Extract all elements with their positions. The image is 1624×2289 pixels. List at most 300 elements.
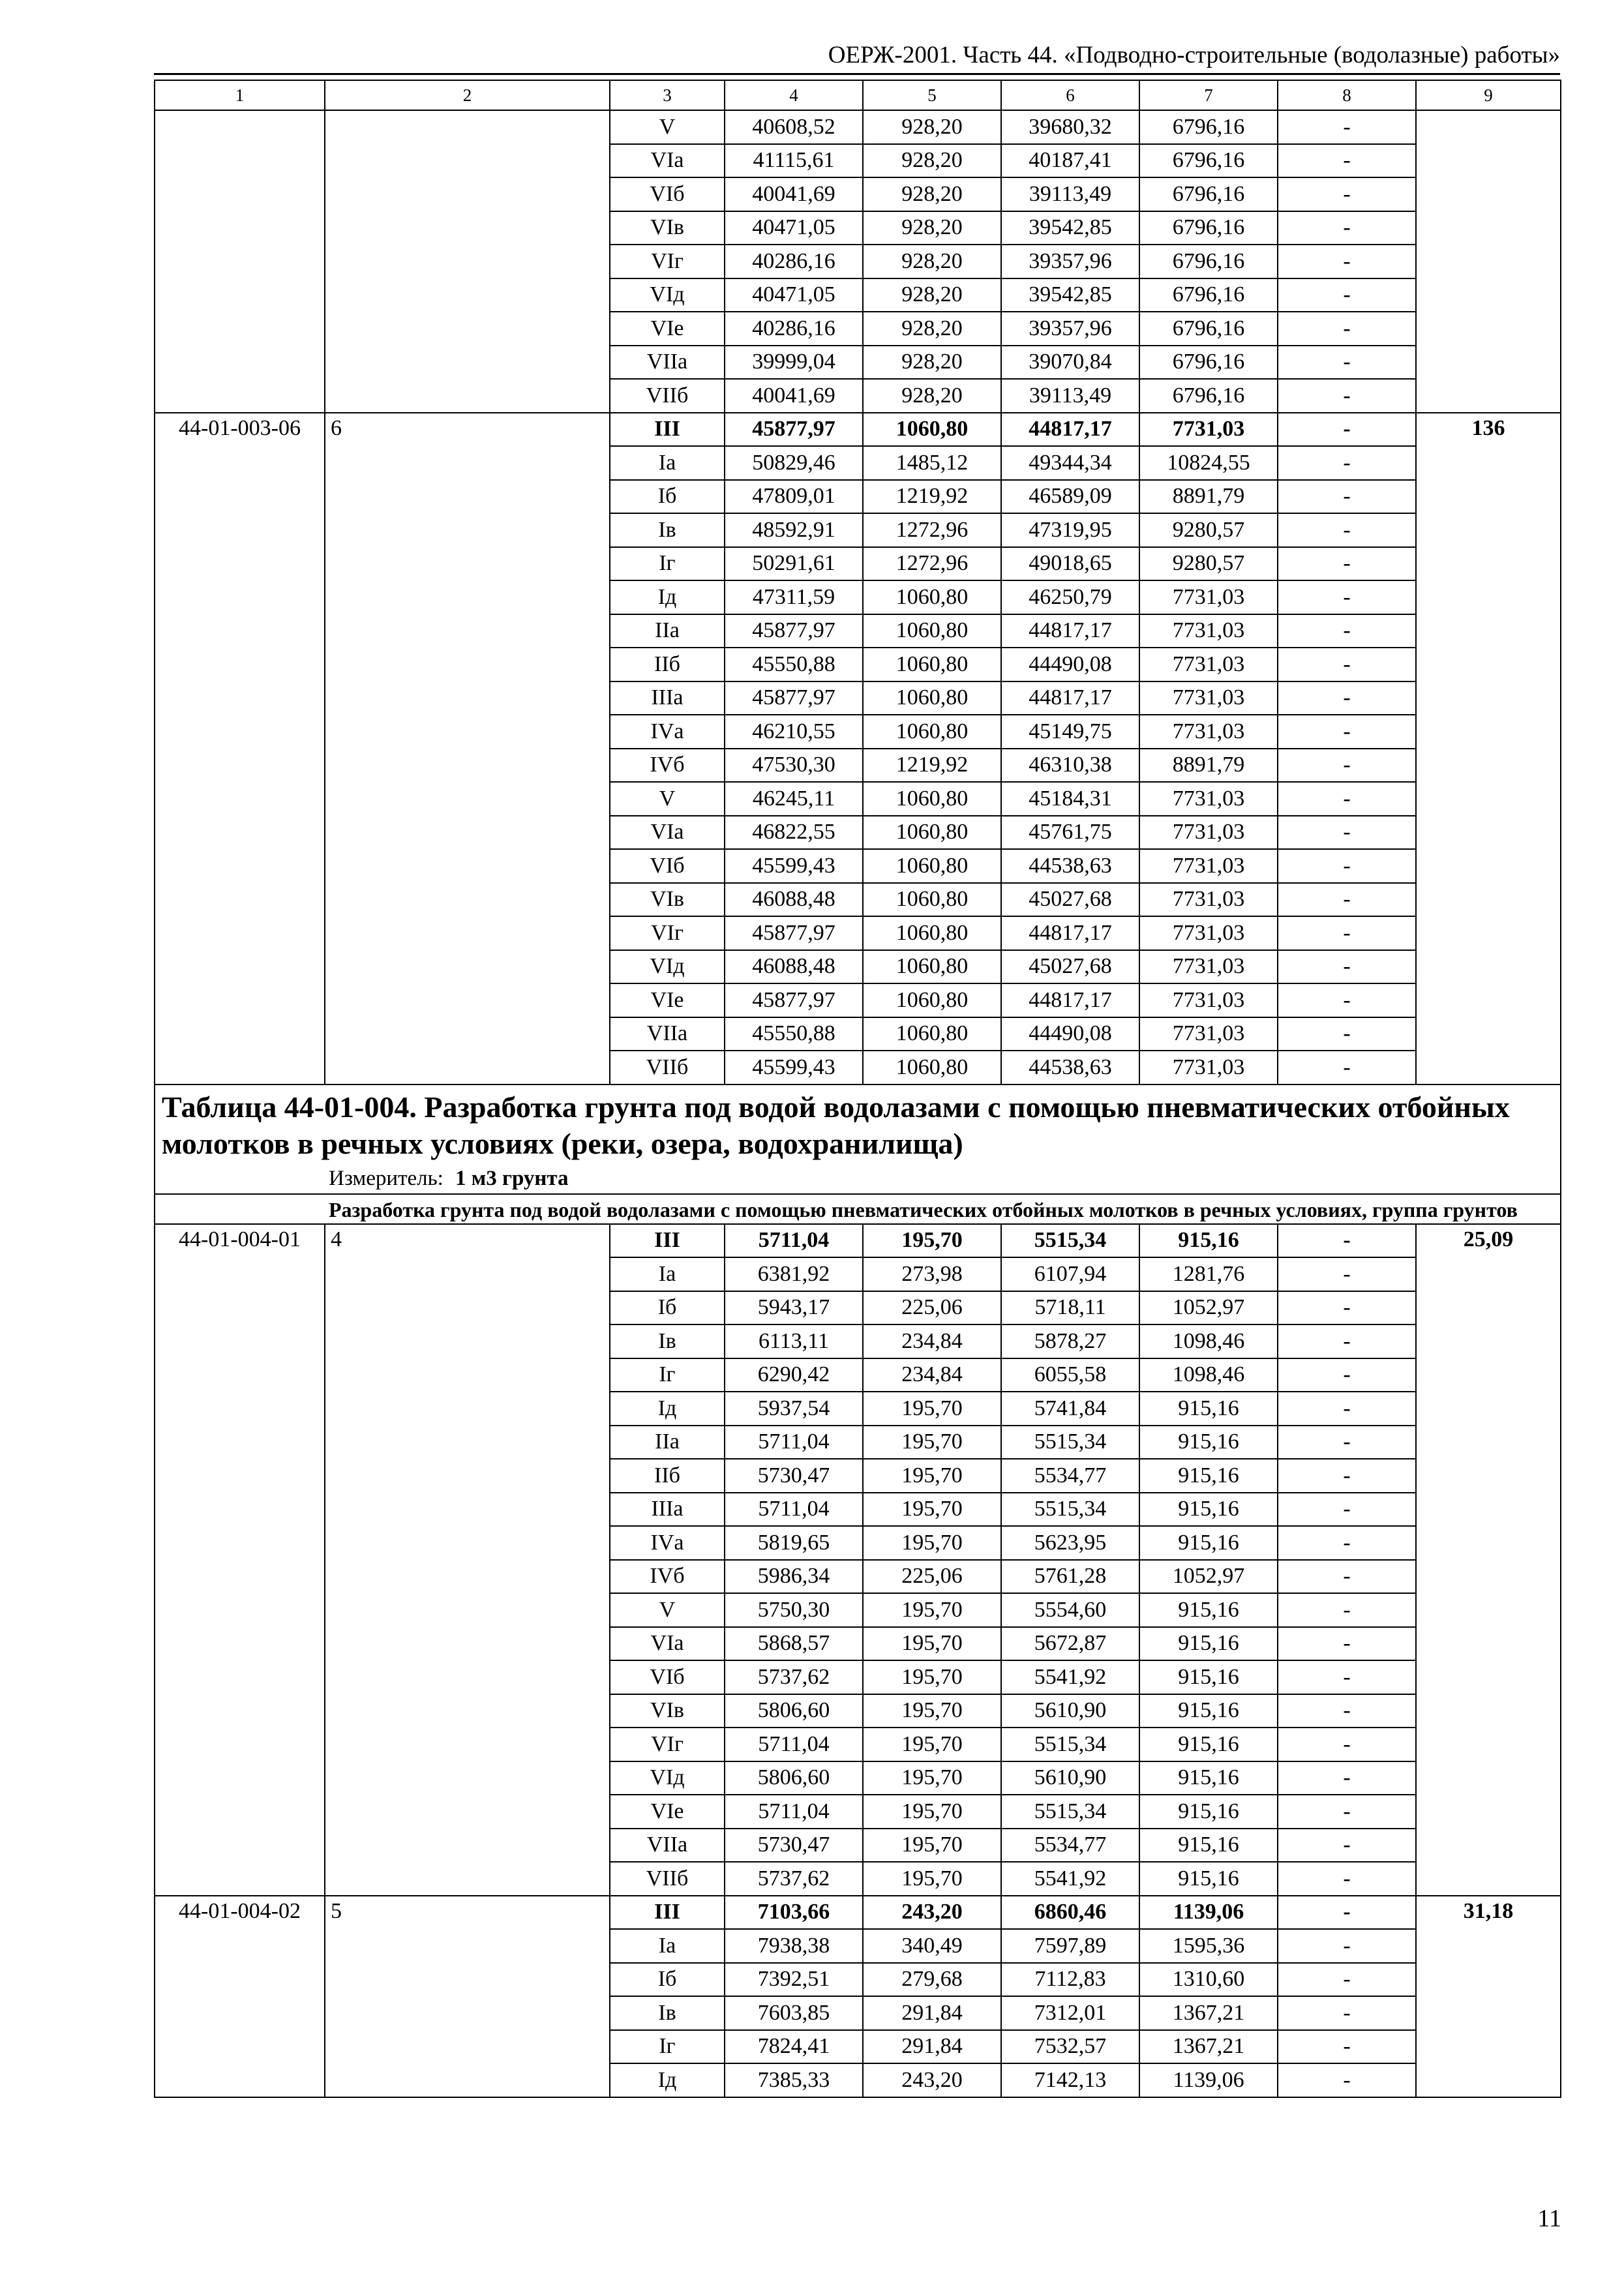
direct-cost: 5730,47 xyxy=(725,1829,863,1863)
labor-cost: 1060,80 xyxy=(863,413,1001,447)
column-number: 6 xyxy=(1001,80,1139,110)
direct-cost: 7385,33 xyxy=(725,2063,863,2097)
labor-cost: 1060,80 xyxy=(863,1051,1001,1085)
machine-cost: 39113,49 xyxy=(1001,177,1139,211)
direct-cost: 48592,91 xyxy=(725,513,863,547)
labor-cost: 234,84 xyxy=(863,1324,1001,1358)
labor-cost: 195,70 xyxy=(863,1660,1001,1694)
soil-group: III xyxy=(610,1224,725,1258)
operator-wage: 1367,21 xyxy=(1139,2030,1278,2064)
machine-cost: 6107,94 xyxy=(1001,1257,1139,1291)
soil-group: III xyxy=(610,1896,725,1930)
rate-name: 6 xyxy=(325,413,610,1085)
operator-wage: 9280,57 xyxy=(1139,513,1278,547)
machine-cost: 6860,46 xyxy=(1001,1896,1139,1930)
soil-group: IIб xyxy=(610,648,725,681)
material-cost: - xyxy=(1278,346,1416,380)
direct-cost: 41115,61 xyxy=(725,144,863,178)
soil-group: IVб xyxy=(610,749,725,783)
soil-group: Iв xyxy=(610,1324,725,1358)
labor-cost: 1060,80 xyxy=(863,950,1001,984)
machine-cost: 5741,84 xyxy=(1001,1392,1139,1426)
machine-cost: 5623,95 xyxy=(1001,1526,1139,1560)
material-cost: - xyxy=(1278,2030,1416,2064)
operator-wage: 915,16 xyxy=(1139,1694,1278,1728)
material-cost: - xyxy=(1278,849,1416,883)
unit-label: Измеритель: xyxy=(329,1166,444,1190)
machine-cost: 7112,83 xyxy=(1001,1963,1139,1997)
operator-wage: 7731,03 xyxy=(1139,413,1278,447)
machine-cost: 39542,85 xyxy=(1001,278,1139,312)
direct-cost: 7103,66 xyxy=(725,1896,863,1930)
labor-cost: 243,20 xyxy=(863,2063,1001,2097)
direct-cost: 6113,11 xyxy=(725,1324,863,1358)
machine-cost: 5718,11 xyxy=(1001,1291,1139,1325)
labor-cost: 195,70 xyxy=(863,1761,1001,1795)
material-cost: - xyxy=(1278,1862,1416,1896)
soil-group: IIа xyxy=(610,614,725,648)
material-cost: - xyxy=(1278,1761,1416,1795)
machine-cost: 5515,34 xyxy=(1001,1728,1139,1761)
unit-value: 1 м3 грунта xyxy=(455,1166,569,1190)
machine-cost: 5878,27 xyxy=(1001,1324,1139,1358)
direct-cost: 5711,04 xyxy=(725,1493,863,1527)
soil-group: V xyxy=(610,782,725,816)
labor-cost: 195,70 xyxy=(863,1593,1001,1627)
soil-group: IVб xyxy=(610,1560,725,1594)
operator-wage: 7731,03 xyxy=(1139,614,1278,648)
operator-wage: 915,16 xyxy=(1139,1459,1278,1493)
soil-group: VIб xyxy=(610,1660,725,1694)
soil-group: VIIа xyxy=(610,1829,725,1863)
machine-cost: 39542,85 xyxy=(1001,211,1139,245)
material-cost: - xyxy=(1278,1996,1416,2030)
direct-cost: 6381,92 xyxy=(725,1257,863,1291)
direct-cost: 5806,60 xyxy=(725,1694,863,1728)
direct-cost: 50291,61 xyxy=(725,547,863,581)
direct-cost: 7392,51 xyxy=(725,1963,863,1997)
labor-cost: 928,20 xyxy=(863,144,1001,178)
material-cost: - xyxy=(1278,1963,1416,1997)
soil-group: Iб xyxy=(610,1291,725,1325)
operator-wage: 1098,46 xyxy=(1139,1358,1278,1392)
machine-cost: 39680,32 xyxy=(1001,110,1139,144)
soil-group: Iд xyxy=(610,1392,725,1426)
labor-cost: 1060,80 xyxy=(863,1017,1001,1051)
direct-cost: 5711,04 xyxy=(725,1795,863,1829)
direct-cost: 45550,88 xyxy=(725,648,863,681)
direct-cost: 45877,97 xyxy=(725,916,863,950)
labor-cost: 928,20 xyxy=(863,346,1001,380)
soil-group: VIIа xyxy=(610,346,725,380)
labor-cost: 1219,92 xyxy=(863,749,1001,783)
soil-group: VIб xyxy=(610,849,725,883)
machine-cost: 7597,89 xyxy=(1001,1929,1139,1963)
soil-group: VIа xyxy=(610,816,725,850)
direct-cost: 45599,43 xyxy=(725,849,863,883)
operator-wage: 10824,55 xyxy=(1139,446,1278,480)
labor-cost: 291,84 xyxy=(863,2030,1001,2064)
material-cost: - xyxy=(1278,1627,1416,1661)
soil-group: VIб xyxy=(610,177,725,211)
direct-cost: 47530,30 xyxy=(725,749,863,783)
operator-wage: 915,16 xyxy=(1139,1829,1278,1863)
direct-cost: 40286,16 xyxy=(725,245,863,278)
material-cost: - xyxy=(1278,1526,1416,1560)
direct-cost: 7603,85 xyxy=(725,1996,863,2030)
soil-group: III xyxy=(610,413,725,447)
operator-wage: 6796,16 xyxy=(1139,278,1278,312)
material-cost: - xyxy=(1278,648,1416,681)
machine-cost: 5534,77 xyxy=(1001,1459,1139,1493)
labor-cost: 195,70 xyxy=(863,1493,1001,1527)
labor-cost: 1060,80 xyxy=(863,580,1001,614)
direct-cost: 46245,11 xyxy=(725,782,863,816)
material-cost: - xyxy=(1278,547,1416,581)
material-cost: - xyxy=(1278,1459,1416,1493)
section-subtitle-row xyxy=(155,1194,1561,1224)
table-row xyxy=(155,1224,1561,1258)
rates-table xyxy=(154,80,1561,2098)
section-subtitle-cell xyxy=(155,1194,1561,1224)
soil-group: IIб xyxy=(610,1459,725,1493)
machine-cost: 44817,17 xyxy=(1001,413,1139,447)
soil-group: VIа xyxy=(610,1627,725,1661)
material-cost: - xyxy=(1278,950,1416,984)
rate-code: 44-01-004-01 xyxy=(155,1224,325,1896)
labor-cost: 1272,96 xyxy=(863,547,1001,581)
direct-cost: 7824,41 xyxy=(725,2030,863,2064)
soil-group: VIд xyxy=(610,278,725,312)
rate-name: 5 xyxy=(325,1896,610,2097)
machine-cost: 7142,13 xyxy=(1001,2063,1139,2097)
material-cost: - xyxy=(1278,379,1416,413)
operator-wage: 6796,16 xyxy=(1139,312,1278,346)
machine-cost: 5672,87 xyxy=(1001,1627,1139,1661)
material-cost: - xyxy=(1278,144,1416,178)
material-cost: - xyxy=(1278,816,1416,850)
operator-wage: 915,16 xyxy=(1139,1224,1278,1258)
soil-group: Iд xyxy=(610,580,725,614)
material-cost: - xyxy=(1278,1829,1416,1863)
machine-cost: 45761,75 xyxy=(1001,816,1139,850)
soil-group: VIе xyxy=(610,312,725,346)
machine-cost: 45027,68 xyxy=(1001,950,1139,984)
material-cost: - xyxy=(1278,580,1416,614)
material-cost: - xyxy=(1278,1493,1416,1527)
labor-cost: 1219,92 xyxy=(863,480,1001,514)
labor-cost: 291,84 xyxy=(863,1996,1001,2030)
soil-group: VIг xyxy=(610,916,725,950)
direct-cost: 40286,16 xyxy=(725,312,863,346)
soil-group: V xyxy=(610,110,725,144)
machine-cost: 5541,92 xyxy=(1001,1660,1139,1694)
machine-cost: 39357,96 xyxy=(1001,245,1139,278)
soil-group: VIг xyxy=(610,1728,725,1761)
operator-wage: 6796,16 xyxy=(1139,379,1278,413)
direct-cost: 7938,38 xyxy=(725,1929,863,1963)
material-cost: - xyxy=(1278,1392,1416,1426)
direct-cost: 5730,47 xyxy=(725,1459,863,1493)
material-cost: - xyxy=(1278,245,1416,278)
material-cost: - xyxy=(1278,211,1416,245)
operator-wage: 1281,76 xyxy=(1139,1257,1278,1291)
section-subtitle: Разработка грунта под водой водолазами с помощью пневматических отбойных молотков в речных условиях, группа грунтов xyxy=(329,1197,1518,1221)
machine-cost: 44817,17 xyxy=(1001,681,1139,715)
material-cost: - xyxy=(1278,1929,1416,1963)
material-cost: - xyxy=(1278,513,1416,547)
labor-cost: 195,70 xyxy=(863,1829,1001,1863)
soil-group: VIIб xyxy=(610,379,725,413)
labor-cost: 1060,80 xyxy=(863,715,1001,749)
operator-wage: 7731,03 xyxy=(1139,916,1278,950)
labor-cost: 1060,80 xyxy=(863,916,1001,950)
machine-cost: 45027,68 xyxy=(1001,883,1139,917)
operator-wage: 7731,03 xyxy=(1139,950,1278,984)
labor-cost: 234,84 xyxy=(863,1358,1001,1392)
direct-cost: 40471,05 xyxy=(725,278,863,312)
operator-wage: 915,16 xyxy=(1139,1761,1278,1795)
soil-group: Iг xyxy=(610,547,725,581)
direct-cost: 5819,65 xyxy=(725,1526,863,1560)
machine-cost: 49018,65 xyxy=(1001,547,1139,581)
operator-wage: 7731,03 xyxy=(1139,648,1278,681)
labor-cost: 195,70 xyxy=(863,1694,1001,1728)
soil-group: VIд xyxy=(610,950,725,984)
operator-wage: 6796,16 xyxy=(1139,211,1278,245)
labor-cost: 1060,80 xyxy=(863,983,1001,1017)
column-number: 9 xyxy=(1416,80,1561,110)
direct-cost: 39999,04 xyxy=(725,346,863,380)
labor-cost: 1060,80 xyxy=(863,816,1001,850)
direct-cost: 5868,57 xyxy=(725,1627,863,1661)
labor-cost: 195,70 xyxy=(863,1392,1001,1426)
material-cost: - xyxy=(1278,715,1416,749)
direct-cost: 40041,69 xyxy=(725,379,863,413)
material-cost: - xyxy=(1278,1795,1416,1829)
direct-cost: 47809,01 xyxy=(725,480,863,514)
labor-cost: 195,70 xyxy=(863,1862,1001,1896)
labor-cost: 1272,96 xyxy=(863,513,1001,547)
material-cost: - xyxy=(1278,749,1416,783)
operator-wage: 7731,03 xyxy=(1139,816,1278,850)
labor-cost: 1060,80 xyxy=(863,849,1001,883)
soil-group: Iб xyxy=(610,480,725,514)
direct-cost: 46088,48 xyxy=(725,883,863,917)
machine-cost: 5541,92 xyxy=(1001,1862,1139,1896)
material-cost: - xyxy=(1278,916,1416,950)
labor-cost: 195,70 xyxy=(863,1627,1001,1661)
direct-cost: 45550,88 xyxy=(725,1017,863,1051)
operator-wage: 1052,97 xyxy=(1139,1291,1278,1325)
operator-wage: 6796,16 xyxy=(1139,245,1278,278)
labor-cost: 1060,80 xyxy=(863,782,1001,816)
material-cost: - xyxy=(1278,278,1416,312)
table-row xyxy=(155,110,1561,144)
operator-wage: 915,16 xyxy=(1139,1627,1278,1661)
rate-name xyxy=(325,110,610,413)
machine-cost: 7312,01 xyxy=(1001,1996,1139,2030)
soil-group: V xyxy=(610,1593,725,1627)
operator-wage: 7731,03 xyxy=(1139,681,1278,715)
operator-wage: 8891,79 xyxy=(1139,749,1278,783)
table-row xyxy=(155,1896,1561,1930)
table-title: Таблица 44-01-004. Разработка грунта под водой водолазами с помощью пневматических отбойных молотков в речных условиях (реки, озера, водохранилища) xyxy=(162,1090,1510,1160)
operator-wage: 7731,03 xyxy=(1139,883,1278,917)
operator-wage: 7731,03 xyxy=(1139,849,1278,883)
direct-cost: 5711,04 xyxy=(725,1728,863,1761)
labor-cost: 1485,12 xyxy=(863,446,1001,480)
direct-cost: 45877,97 xyxy=(725,413,863,447)
operator-wage: 7731,03 xyxy=(1139,1017,1278,1051)
labor-rate xyxy=(1416,110,1561,413)
direct-cost: 46822,55 xyxy=(725,816,863,850)
labor-cost: 928,20 xyxy=(863,177,1001,211)
material-cost: - xyxy=(1278,681,1416,715)
operator-wage: 1310,60 xyxy=(1139,1963,1278,1997)
material-cost: - xyxy=(1278,312,1416,346)
labor-cost: 243,20 xyxy=(863,1896,1001,1930)
direct-cost: 5737,62 xyxy=(725,1862,863,1896)
column-number: 7 xyxy=(1139,80,1278,110)
labor-cost: 195,70 xyxy=(863,1459,1001,1493)
direct-cost: 45877,97 xyxy=(725,614,863,648)
machine-cost: 39113,49 xyxy=(1001,379,1139,413)
machine-cost: 44538,63 xyxy=(1001,849,1139,883)
soil-group: VIIа xyxy=(610,1017,725,1051)
machine-cost: 7532,57 xyxy=(1001,2030,1139,2064)
soil-group: VIе xyxy=(610,983,725,1017)
column-number: 8 xyxy=(1278,80,1416,110)
operator-wage: 915,16 xyxy=(1139,1660,1278,1694)
soil-group: VIа xyxy=(610,144,725,178)
machine-cost: 44817,17 xyxy=(1001,614,1139,648)
operator-wage: 7731,03 xyxy=(1139,715,1278,749)
labor-cost: 195,70 xyxy=(863,1795,1001,1829)
operator-wage: 9280,57 xyxy=(1139,547,1278,581)
operator-wage: 915,16 xyxy=(1139,1728,1278,1761)
machine-cost: 5515,34 xyxy=(1001,1224,1139,1258)
labor-cost: 273,98 xyxy=(863,1257,1001,1291)
operator-wage: 7731,03 xyxy=(1139,983,1278,1017)
header-rule xyxy=(154,73,1560,75)
labor-cost: 1060,80 xyxy=(863,883,1001,917)
labor-rate: 25,09 xyxy=(1416,1224,1561,1896)
machine-cost: 40187,41 xyxy=(1001,144,1139,178)
operator-wage: 915,16 xyxy=(1139,1493,1278,1527)
table-row xyxy=(155,413,1561,447)
machine-cost: 44490,08 xyxy=(1001,648,1139,681)
rate-code xyxy=(155,110,325,413)
material-cost: - xyxy=(1278,177,1416,211)
operator-wage: 915,16 xyxy=(1139,1392,1278,1426)
column-number: 2 xyxy=(325,80,610,110)
material-cost: - xyxy=(1278,446,1416,480)
rate-name: 4 xyxy=(325,1224,610,1896)
material-cost: - xyxy=(1278,110,1416,144)
labor-cost: 1060,80 xyxy=(863,648,1001,681)
material-cost: - xyxy=(1278,1560,1416,1594)
material-cost: - xyxy=(1278,1017,1416,1051)
operator-wage: 6796,16 xyxy=(1139,110,1278,144)
soil-group: Iа xyxy=(610,1257,725,1291)
material-cost: - xyxy=(1278,1728,1416,1761)
material-cost: - xyxy=(1278,2063,1416,2097)
labor-cost: 1060,80 xyxy=(863,681,1001,715)
operator-wage: 1098,46 xyxy=(1139,1324,1278,1358)
operator-wage: 915,16 xyxy=(1139,1795,1278,1829)
labor-cost: 225,06 xyxy=(863,1560,1001,1594)
labor-rate: 31,18 xyxy=(1416,1896,1561,2097)
machine-cost: 6055,58 xyxy=(1001,1358,1139,1392)
table-title-row xyxy=(155,1085,1561,1194)
operator-wage: 1595,36 xyxy=(1139,1929,1278,1963)
column-number-row xyxy=(155,80,1561,110)
table-title-cell xyxy=(155,1085,1561,1194)
soil-group: Iг xyxy=(610,2030,725,2064)
direct-cost: 50829,46 xyxy=(725,446,863,480)
material-cost: - xyxy=(1278,883,1416,917)
material-cost: - xyxy=(1278,1224,1416,1258)
direct-cost: 5737,62 xyxy=(725,1660,863,1694)
machine-cost: 46589,09 xyxy=(1001,480,1139,514)
soil-group: Iа xyxy=(610,1929,725,1963)
material-cost: - xyxy=(1278,1694,1416,1728)
operator-wage: 6796,16 xyxy=(1139,144,1278,178)
direct-cost: 6290,42 xyxy=(725,1358,863,1392)
operator-wage: 7731,03 xyxy=(1139,782,1278,816)
page-number: 11 xyxy=(1537,2205,1561,2232)
material-cost: - xyxy=(1278,1051,1416,1085)
direct-cost: 5711,04 xyxy=(725,1224,863,1258)
machine-cost: 49344,34 xyxy=(1001,446,1139,480)
labor-cost: 195,70 xyxy=(863,1426,1001,1459)
direct-cost: 45877,97 xyxy=(725,681,863,715)
machine-cost: 39357,96 xyxy=(1001,312,1139,346)
column-number: 1 xyxy=(155,80,325,110)
labor-cost: 195,70 xyxy=(863,1224,1001,1258)
column-number: 4 xyxy=(725,80,863,110)
operator-wage: 1367,21 xyxy=(1139,1996,1278,2030)
soil-group: Iб xyxy=(610,1963,725,1997)
soil-group: IVа xyxy=(610,1526,725,1560)
operator-wage: 7731,03 xyxy=(1139,580,1278,614)
material-cost: - xyxy=(1278,1358,1416,1392)
rate-code: 44-01-004-02 xyxy=(155,1896,325,2097)
machine-cost: 46310,38 xyxy=(1001,749,1139,783)
machine-cost: 47319,95 xyxy=(1001,513,1139,547)
machine-cost: 5610,90 xyxy=(1001,1694,1139,1728)
operator-wage: 915,16 xyxy=(1139,1526,1278,1560)
direct-cost: 46088,48 xyxy=(725,950,863,984)
operator-wage: 1139,06 xyxy=(1139,2063,1278,2097)
machine-cost: 5534,77 xyxy=(1001,1829,1139,1863)
operator-wage: 915,16 xyxy=(1139,1426,1278,1459)
operator-wage: 7731,03 xyxy=(1139,1051,1278,1085)
direct-cost: 5711,04 xyxy=(725,1426,863,1459)
machine-cost: 5761,28 xyxy=(1001,1560,1139,1594)
material-cost: - xyxy=(1278,1324,1416,1358)
machine-cost: 39070,84 xyxy=(1001,346,1139,380)
labor-cost: 928,20 xyxy=(863,278,1001,312)
labor-cost: 1060,80 xyxy=(863,614,1001,648)
labor-rate: 136 xyxy=(1416,413,1561,1085)
soil-group: VIв xyxy=(610,1694,725,1728)
soil-group: IIIа xyxy=(610,1493,725,1527)
material-cost: - xyxy=(1278,1291,1416,1325)
operator-wage: 8891,79 xyxy=(1139,480,1278,514)
direct-cost: 5750,30 xyxy=(725,1593,863,1627)
